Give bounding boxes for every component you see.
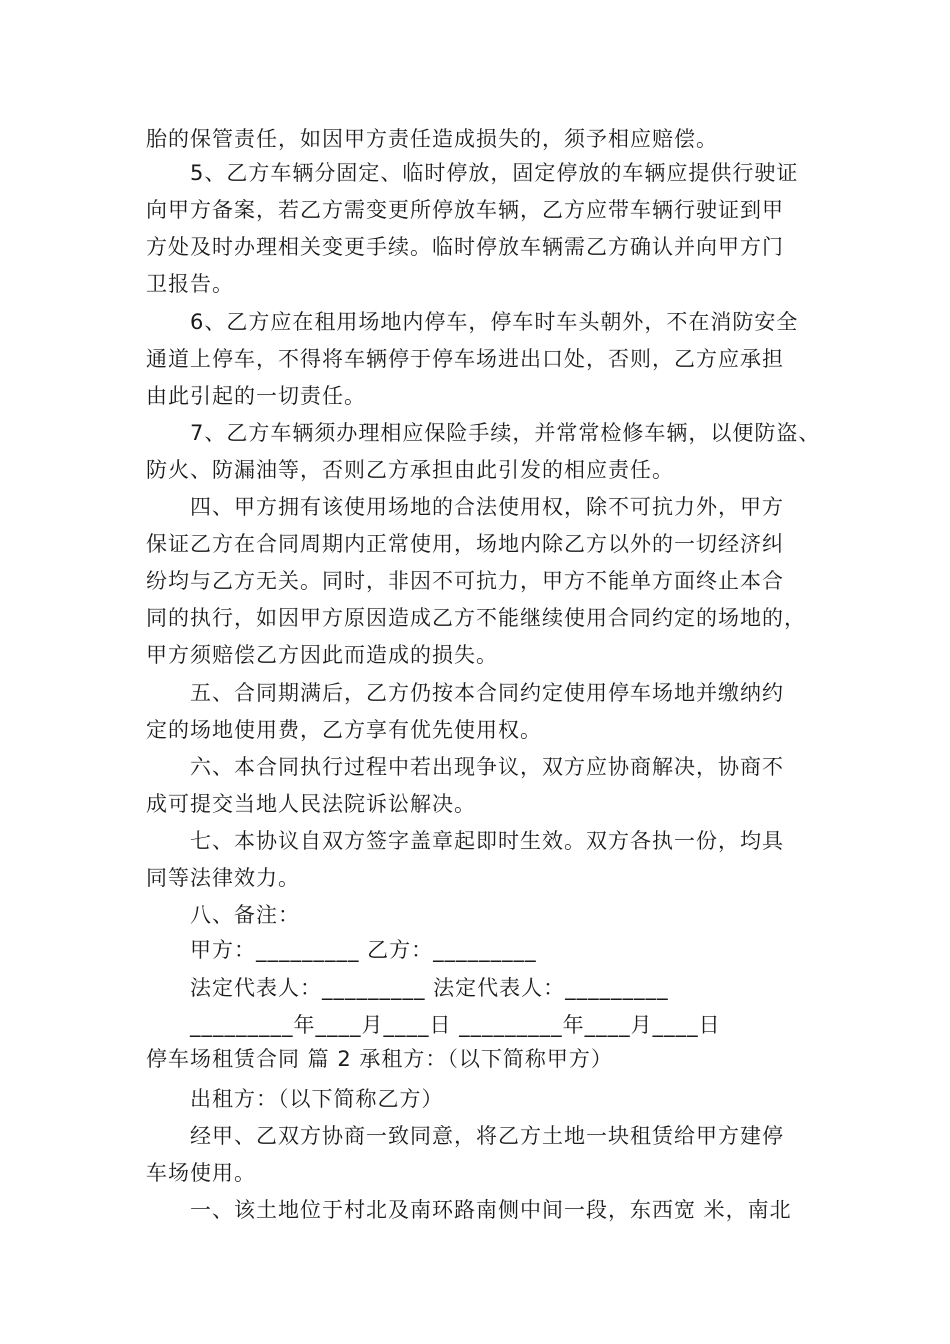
text-line: 车场使用。 bbox=[146, 1161, 256, 1185]
text-line: 卫报告。 bbox=[146, 272, 234, 296]
text-line: 方处及时办理相关变更手续。临时停放车辆需乙方确认并向甲方门 bbox=[146, 235, 784, 259]
text-line: 由此引起的一切责任。 bbox=[146, 384, 366, 408]
signature-line-party: 甲方：_________ 乙方：_________ bbox=[190, 938, 537, 962]
text-line: 一、该土地位于村北及南环路南侧中间一段，东西宽 米，南北 bbox=[190, 1198, 792, 1222]
text-line: 四、甲方拥有该使用场地的合法使用权，除不可抗力外，甲方 bbox=[190, 495, 784, 519]
text-line: 向甲方备案，若乙方需变更所停放车辆，乙方应带车辆行驶证到甲 bbox=[146, 198, 784, 222]
text-line: 七、本协议自双方签字盖章起即时生效。双方各执一份，均具 bbox=[190, 829, 784, 853]
signature-line-date: _________年____月____日 _________年____月____日 bbox=[190, 1013, 721, 1037]
text-line: 八、备注： bbox=[190, 903, 300, 927]
text-line: 5、乙方车辆分固定、临时停放，固定停放的车辆应提供行驶证 bbox=[190, 161, 799, 185]
text-line: 经甲、乙双方协商一致同意，将乙方土地一块租赁给甲方建停 bbox=[190, 1124, 784, 1148]
text-line: 纷均与乙方无关。同时，非因不可抗力，甲方不能单方面终止本合 bbox=[146, 569, 784, 593]
text-line: 甲方须赔偿乙方因此而造成的损失。 bbox=[146, 643, 498, 667]
text-line: 成可提交当地人民法院诉讼解决。 bbox=[146, 792, 476, 816]
text-line: 7、乙方车辆须办理相应保险手续，并常常检修车辆，以便防盗、 bbox=[190, 421, 821, 445]
text-line: 同等法律效力。 bbox=[146, 866, 300, 890]
text-line: 六、本合同执行过程中若出现争议，双方应协商解决，协商不 bbox=[190, 755, 784, 779]
text-line: 6、乙方应在租用场地内停车，停车时车头朝外，不在消防安全 bbox=[190, 310, 799, 334]
text-line: 出租方：（以下简称乙方） bbox=[190, 1087, 444, 1111]
section-heading: 停车场租赁合同 篇 2 承租方：（以下简称甲方） bbox=[146, 1047, 613, 1071]
text-line: 五、合同期满后，乙方仍按本合同约定使用停车场地并缴纳约 bbox=[190, 681, 784, 705]
text-line: 胎的保管责任，如因甲方责任造成损失的，须予相应赔偿。 bbox=[146, 127, 718, 151]
text-line: 通道上停车，不得将车辆停于停车场进出口处，否则，乙方应承担 bbox=[146, 347, 784, 371]
signature-line-representative: 法定代表人：_________ 法定代表人：_________ bbox=[190, 976, 669, 1000]
text-line: 防火、防漏油等，否则乙方承担由此引发的相应责任。 bbox=[146, 458, 674, 482]
text-line: 同的执行，如因甲方原因造成乙方不能继续使用合同约定的场地的， bbox=[146, 606, 806, 630]
text-line: 保证乙方在合同周期内正常使用，场地内除乙方以外的一切经济纠 bbox=[146, 532, 784, 556]
text-line: 定的场地使用费，乙方享有优先使用权。 bbox=[146, 718, 542, 742]
